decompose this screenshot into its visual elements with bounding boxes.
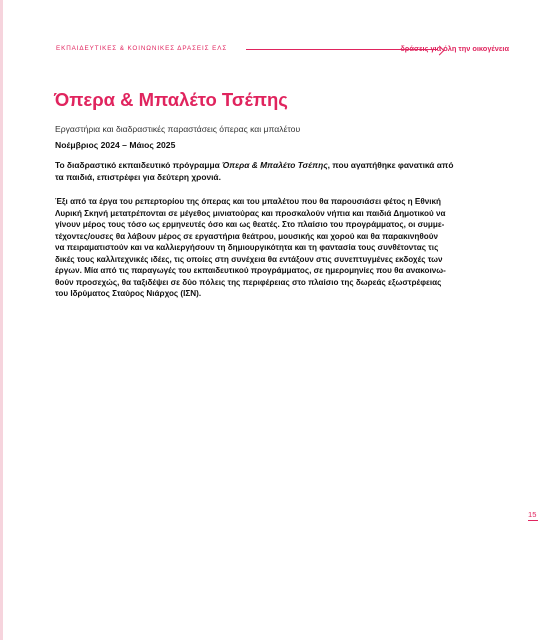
article-dates: Νοέμβριος 2024 – Μάιος 2025 — [55, 140, 176, 150]
intro-after: , που αγαπήθηκε φανατικά από — [327, 160, 454, 170]
header-tagline: δράσεις για όλη την οικογένεια — [400, 44, 509, 53]
intro-line-2: τα παιδιά, επιστρέφει για δεύτερη χρονιά. — [55, 171, 221, 182]
page-number-underline — [528, 520, 538, 521]
body-line: Λυρική Σκηνή μετατρέπονται σε μέγεθος μινιατούρας και προσκαλούν νήπια και παιδιά Δημοτικού να — [55, 208, 446, 218]
body-line: γίνουν μέρος τους τόσο ως ερμηνευτές όσο και ως θεατές. Στο πλαίσιο του προγράμματος, οι συμμε- — [55, 220, 445, 229]
page-number: 15 — [528, 510, 537, 519]
article-subtitle: Εργαστήρια και διαδραστικές παραστάσεις όπερας και μπαλέτου — [55, 124, 301, 134]
page-header — [56, 45, 509, 57]
body-line: έργων. Μία από τις παραγωγές του εκπαιδευτικού προγράμματος, σε ημερομηνίες που θα ανακοινω- — [55, 266, 446, 275]
intro-line-1 — [55, 160, 511, 172]
body-line: του Ιδρύματος Σταύρος Νιάρχος (ΙΣΝ). — [55, 289, 202, 298]
program-name-emphasis: Όπερα & Μπαλέτο Τσέπης — [222, 160, 328, 170]
section-label: ΕΚΠΑΙΔΕΥΤΙΚΕΣ & ΚΟΙΝΩΝΙΚΕΣ ΔΡΑΣΕΙΣ ΕΛΣ — [56, 45, 228, 52]
body-line: Έξι από τα έργα του ρεπερτορίου της όπερας και του μπαλέτου που θα παρουσιάσει φέτος η Εθνική — [55, 197, 441, 206]
intro-paragraph — [55, 160, 511, 183]
intro-before: Το διαδραστικό εκπαιδευτικό πρόγραμμα — [55, 160, 223, 170]
body-line: τέχοντες/ουσες θα λάβουν μέρος σε εργαστήρια θεάτρου, μουσικής και χορού και θα παρακινηθούν — [55, 231, 439, 241]
left-margin-rule — [0, 0, 3, 640]
body-line: δικές τους καλλιτεχνικές ιδέες, τις οποίες στη συνέχεια θα εντάξουν στις συνεπτυγμένες εκδοχές των — [55, 254, 443, 264]
body-line: θούν προσεχώς, θα ταξιδέψει σε δύο πόλεις της περιφέρειας στο πλαίσιο της δωρεάς εξωστρέφειας — [55, 277, 442, 287]
article-title: Όπερα & Μπαλέτο Τσέπης — [54, 89, 288, 110]
body-paragraph — [55, 196, 511, 300]
body-line: να πειραματιστούν και να καλλιεργήσουν τη δημιουργικότητα και τη φαντασία τους συνθέτοντας τις — [55, 243, 439, 252]
